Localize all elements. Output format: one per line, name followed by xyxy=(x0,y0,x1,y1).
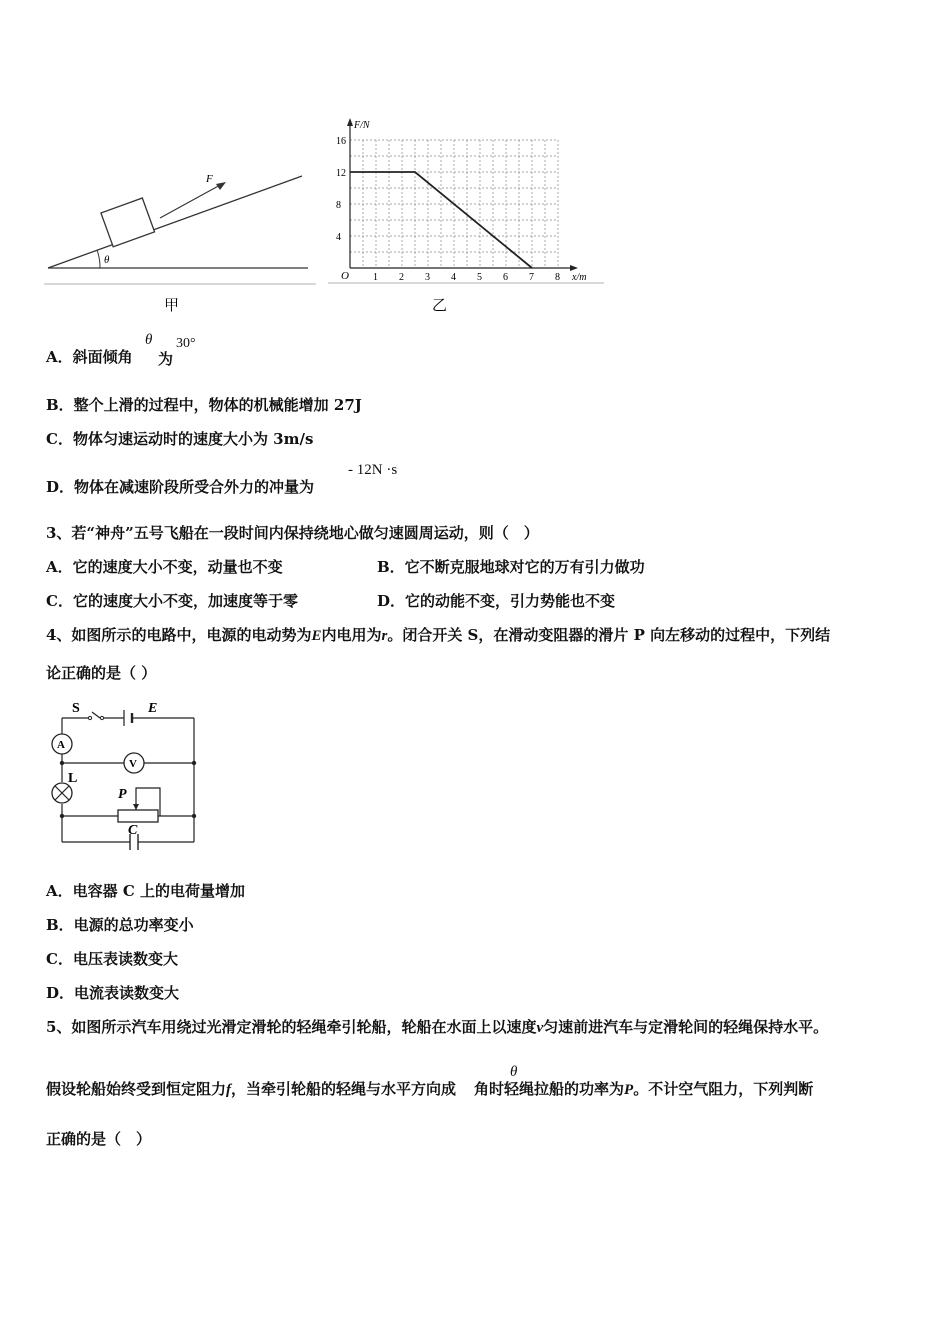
q4-stem-line1: 4、如图所示的电路中，电源的电动势为E内电用为r。闭合开关 S，在滑动变阻器的滑片 P 向左移动的过程中，下列结 xyxy=(46,626,831,644)
q5-stem-line1: 5、如图所示汽车用绕过光滑定滑轮的轻绳牵引轮船，轮船在水面上以速度v匀速前进汽车与定滑轮间的轻绳保持水平。 xyxy=(46,1018,829,1036)
q3-option-c: C．它的速度大小不变，加速度等于零 xyxy=(46,592,298,610)
block xyxy=(101,198,155,247)
svg-text:L: L xyxy=(68,771,78,786)
svg-text:P: P xyxy=(118,787,127,802)
x-tick-label: 1 xyxy=(373,272,378,283)
y-tick-label: 4 xyxy=(336,232,341,243)
x-axis-arrow xyxy=(570,265,578,271)
q5-stem-line3: 正确的是（ ） xyxy=(46,1130,152,1148)
incline-figure xyxy=(40,160,320,325)
q3-option-b: B．它不断克服地球对它的万有引力做功 xyxy=(377,558,645,576)
force-label: F xyxy=(206,173,213,185)
graph-caption: 乙 xyxy=(432,298,448,314)
x-tick-label: 6 xyxy=(503,272,508,283)
x-axis-label: x/m xyxy=(572,272,587,283)
x-tick-label: 8 xyxy=(555,272,560,283)
origin-label: O xyxy=(341,270,349,282)
q2-option-a-tail: 为 xyxy=(158,350,174,368)
q2-option-b: B．整个上滑的过程中，物体的机械能增加 27J xyxy=(46,396,362,414)
q2-theta-symbol: θ xyxy=(145,332,153,348)
x-tick-label: 5 xyxy=(477,272,482,283)
force-graph xyxy=(328,108,608,318)
x-tick-label: 7 xyxy=(529,272,534,283)
q4-option-d: D．电流表读数变大 xyxy=(46,984,180,1002)
svg-text:A: A xyxy=(57,739,65,751)
q3-option-d: D．它的动能不变，引力势能也不变 xyxy=(377,592,616,610)
q2-option-d: D．物体在减速阶段所受合外力的冲量为 xyxy=(46,478,315,496)
q2-option-c: C．物体匀速运动时的速度大小为 3m/s xyxy=(46,430,314,448)
q2-impulse-value: - 12N ·s xyxy=(348,462,398,478)
y-tick-label: 16 xyxy=(336,136,346,147)
q4-stem-line2: 论正确的是（ ） xyxy=(46,664,157,682)
angle-arc xyxy=(97,250,100,268)
q4-option-c: C．电压表读数变大 xyxy=(46,950,178,968)
force-arrow xyxy=(160,184,222,218)
incline-caption: 甲 xyxy=(164,298,180,314)
q5-theta-symbol: θ xyxy=(510,1064,518,1080)
incline-line xyxy=(48,176,302,268)
x-tick-label: 2 xyxy=(399,272,404,283)
q4-option-b: B．电源的总功率变小 xyxy=(46,916,194,934)
q5-stem-line2: 假设轮船始终受到恒定阻力f，当牵引轮船的轻绳与水平方向成 角时轻绳拉船的功率为P。不计空气阻力，下列判断 xyxy=(46,1080,814,1098)
q2-angle-value: 30° xyxy=(176,336,196,351)
svg-text:C: C xyxy=(128,823,138,838)
y-axis-label: F/N xyxy=(354,120,370,131)
svg-text:S: S xyxy=(72,701,80,716)
x-tick-label: 4 xyxy=(451,272,456,283)
q2-option-a: A．斜面倾角 xyxy=(46,348,133,366)
angle-label: θ xyxy=(104,254,110,266)
q3-option-a: A．它的速度大小不变，动量也不变 xyxy=(46,558,283,576)
q3-stem: 3、若“神舟”五号飞船在一段时间内保持绕地心做匀速圆周运动，则（ ） xyxy=(46,524,539,542)
force-arrowhead xyxy=(216,182,226,190)
y-axis-arrow xyxy=(347,118,353,126)
circuit-figure xyxy=(44,696,204,856)
svg-text:V: V xyxy=(129,758,137,770)
x-tick-label: 3 xyxy=(425,272,430,283)
q4-option-a: A．电容器 C 上的电荷量增加 xyxy=(46,882,246,900)
y-tick-label: 12 xyxy=(336,168,346,179)
y-tick-label: 8 xyxy=(336,200,341,211)
rheostat-icon xyxy=(118,810,158,822)
svg-text:E: E xyxy=(148,701,158,716)
